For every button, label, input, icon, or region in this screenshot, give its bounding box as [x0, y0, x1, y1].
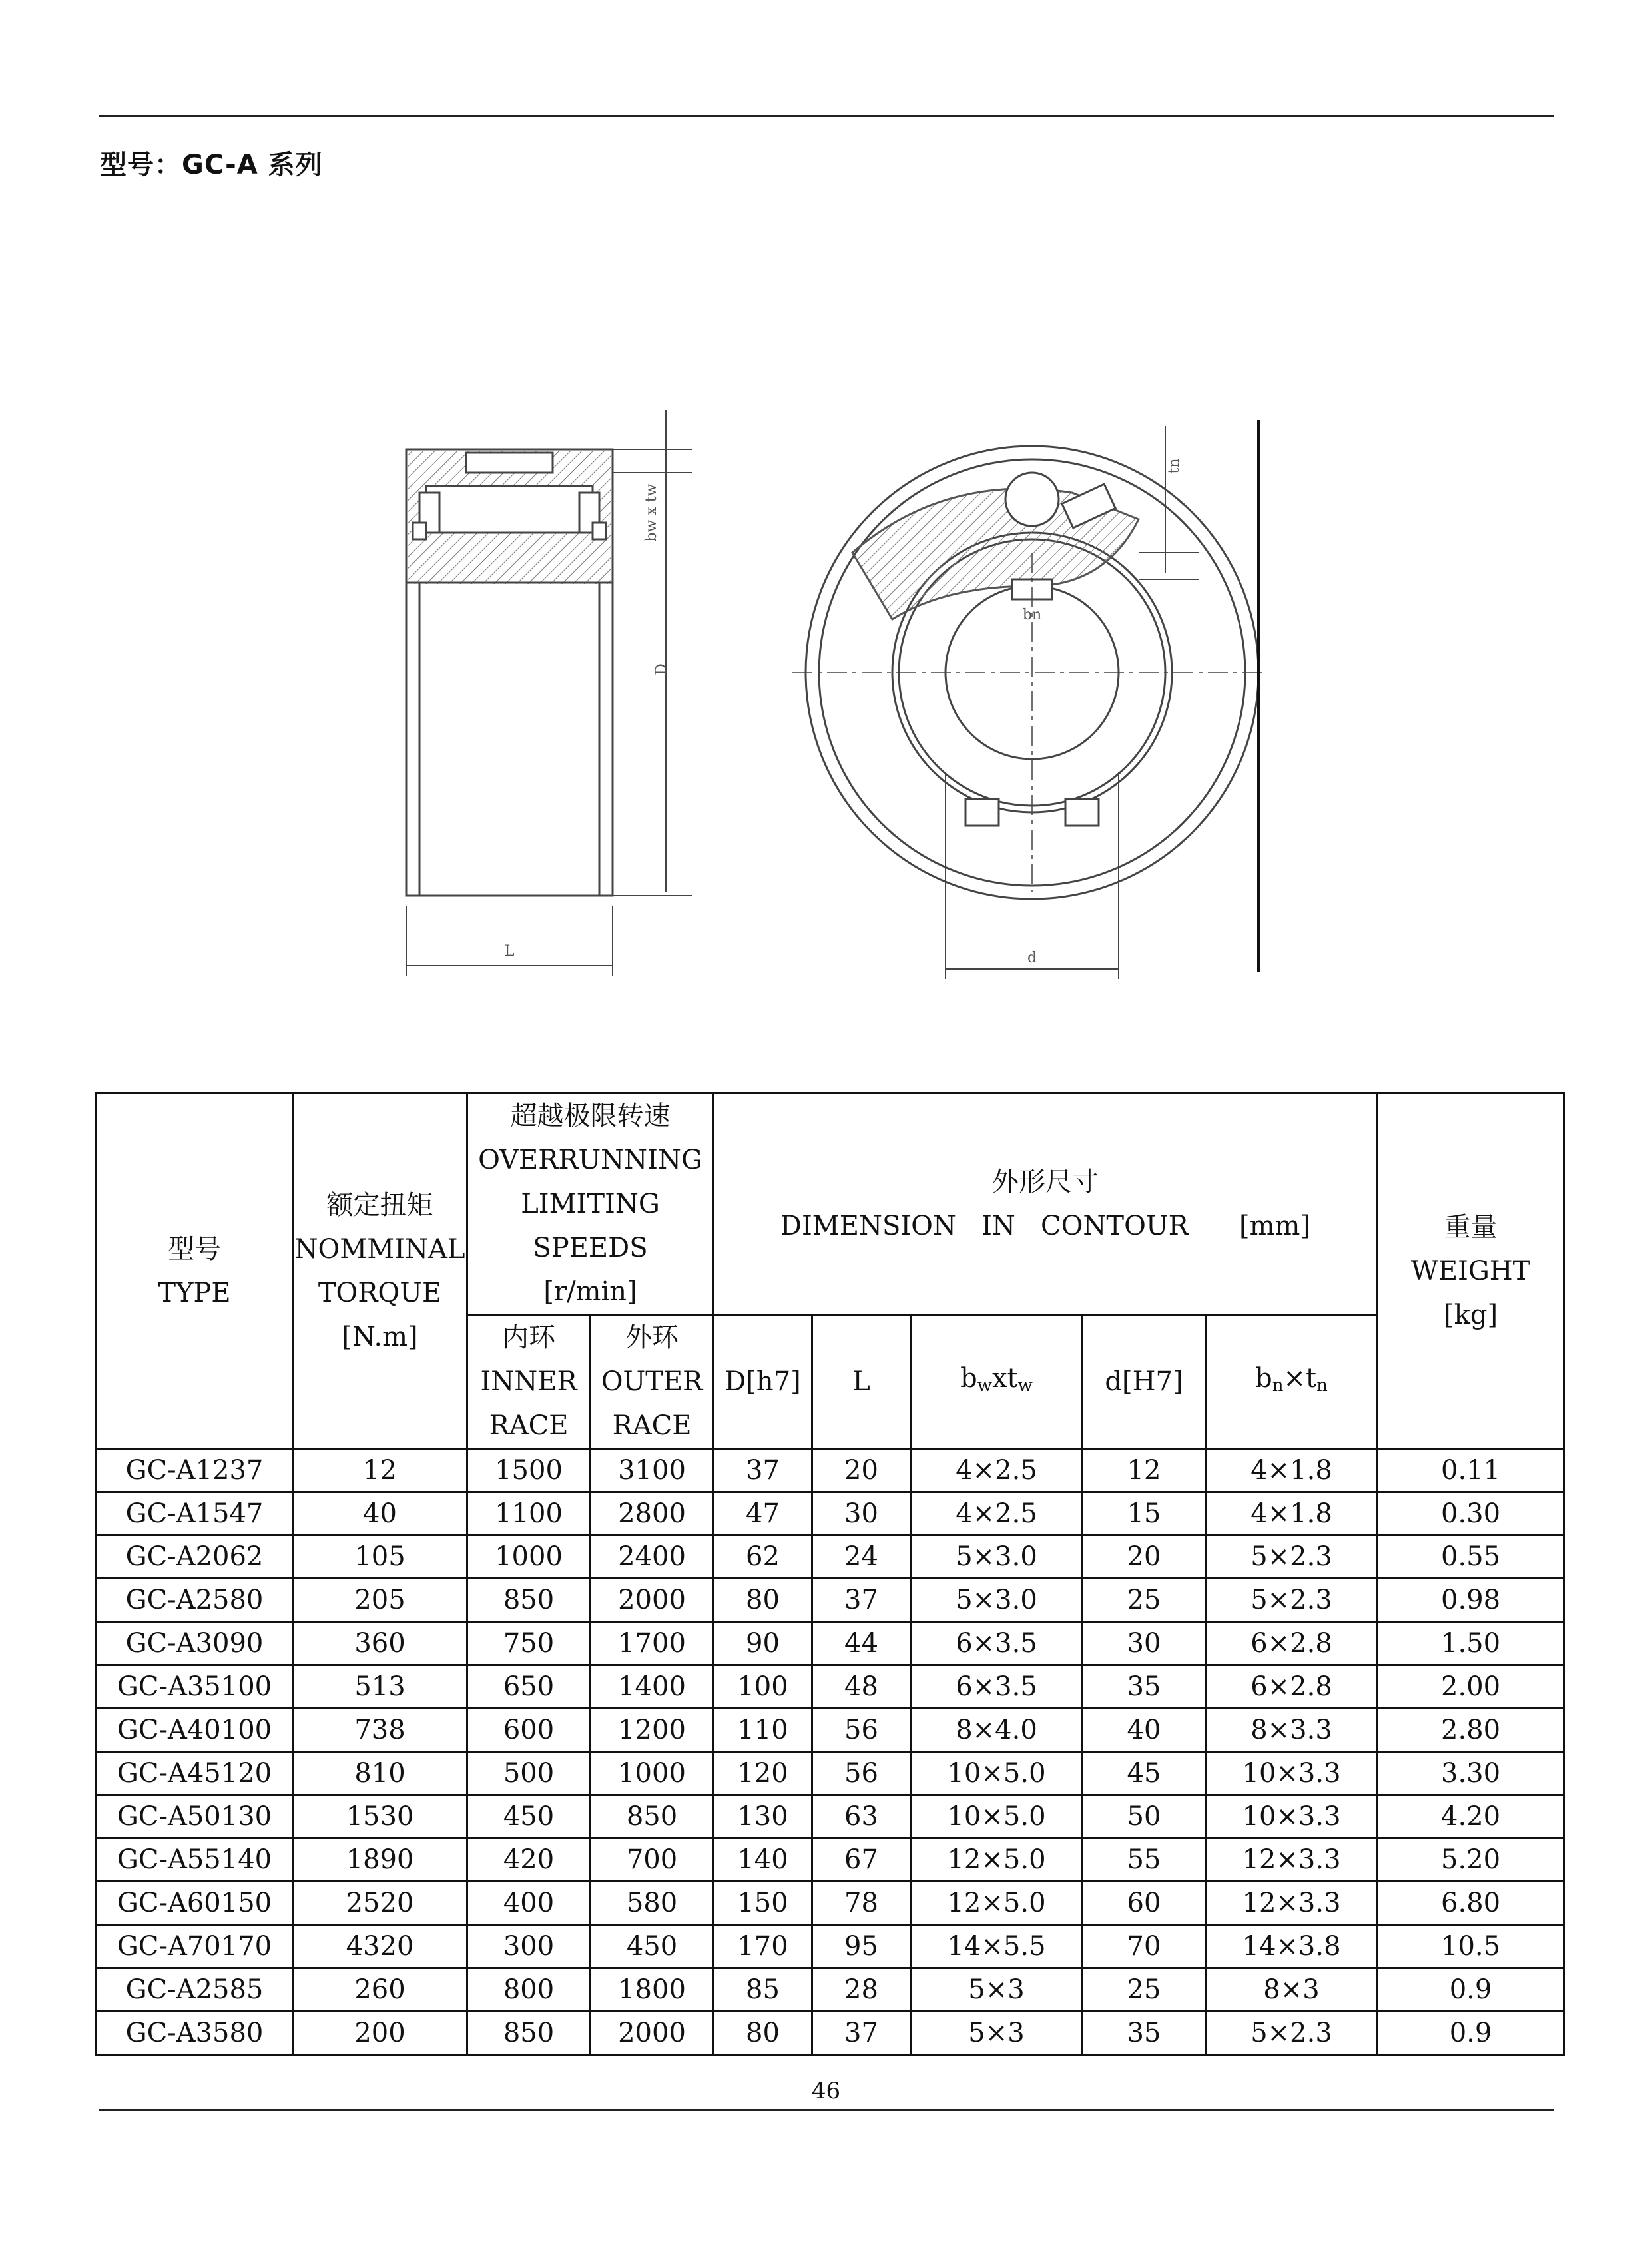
table-cell: GC-A3090	[97, 1622, 293, 1665]
table-row	[97, 1492, 1564, 1536]
table-cell: 45	[1083, 1752, 1206, 1795]
table-body	[97, 1449, 1564, 2055]
table-cell: GC-A50130	[97, 1795, 293, 1838]
table-cell: 105	[293, 1536, 467, 1579]
table-cell: 2800	[591, 1492, 714, 1536]
table-cell: 10×5.0	[911, 1795, 1083, 1838]
table-cell: 1500	[467, 1449, 591, 1492]
header-col-bw-tw	[911, 1315, 1083, 1449]
table-row	[97, 1752, 1564, 1795]
table-cell: 2.80	[1378, 1709, 1564, 1752]
label-D: D	[653, 663, 670, 675]
table-cell: 200	[293, 2012, 467, 2055]
header-dim-cn: 外形尺寸	[992, 1167, 1099, 1197]
table-cell: 80	[714, 2012, 812, 2055]
table-cell: 35	[1083, 2012, 1206, 2055]
header-inner-race	[467, 1315, 591, 1449]
table-cell: 63	[812, 1795, 911, 1838]
header-type	[97, 1093, 293, 1449]
table-row	[97, 1665, 1564, 1709]
table-row	[97, 1882, 1564, 1925]
table-row	[97, 1709, 1564, 1752]
table-cell: 850	[467, 1579, 591, 1622]
table-cell: 600	[467, 1709, 591, 1752]
table-cell: 6×3.5	[911, 1665, 1083, 1709]
table-cell: 500	[467, 1752, 591, 1795]
spec-table	[95, 1092, 1565, 2056]
table-cell: 85	[714, 1968, 812, 2012]
table-cell: 170	[714, 1925, 812, 1968]
header-col-L: L	[812, 1315, 911, 1449]
table-cell: 12	[1083, 1449, 1206, 1492]
header-inner-cn: 内环	[502, 1322, 555, 1353]
table-cell: 2.00	[1378, 1665, 1564, 1709]
table-cell: 40	[293, 1492, 467, 1536]
table-cell: 1100	[467, 1492, 591, 1536]
table-cell: 4×1.8	[1206, 1449, 1378, 1492]
table-cell: 28	[812, 1968, 911, 2012]
table-cell: 0.11	[1378, 1449, 1564, 1492]
table-cell: 300	[467, 1925, 591, 1968]
table-cell: 25	[1083, 1968, 1206, 2012]
header-outer-cn: 外环	[625, 1322, 679, 1353]
header-torque-unit: [N.m]	[342, 1321, 418, 1352]
table-cell: 5×3.0	[911, 1536, 1083, 1579]
table-cell: 6×2.8	[1206, 1665, 1378, 1709]
table-cell: 12	[293, 1449, 467, 1492]
table-cell: 1400	[591, 1665, 714, 1709]
table-cell: 14×3.8	[1206, 1925, 1378, 1968]
table-cell: 5×3	[911, 1968, 1083, 2012]
header-speed-cn: 超越极限转速	[510, 1101, 671, 1131]
table-cell: 738	[293, 1709, 467, 1752]
table-cell: 67	[812, 1838, 911, 1882]
header-dimension	[714, 1093, 1378, 1315]
table-cell: 400	[467, 1882, 591, 1925]
table-cell: 1000	[467, 1536, 591, 1579]
bn-b: b	[1255, 1362, 1272, 1394]
header-torque-cn: 额定扭矩	[326, 1189, 433, 1221]
table-cell: 1890	[293, 1838, 467, 1882]
table-cell: 10×3.3	[1206, 1795, 1378, 1838]
table-cell: 1700	[591, 1622, 714, 1665]
table-cell: 5×3.0	[911, 1579, 1083, 1622]
table-cell: 120	[714, 1752, 812, 1795]
table-cell: GC-A1237	[97, 1449, 293, 1492]
table-cell: 12×3.3	[1206, 1882, 1378, 1925]
header-torque-en: NOMMINAL	[294, 1233, 465, 1264]
table-cell: 5.20	[1378, 1838, 1564, 1882]
table-cell: 110	[714, 1709, 812, 1752]
table-cell: 6.80	[1378, 1882, 1564, 1925]
table-cell: 5×2.3	[1206, 1536, 1378, 1579]
table-cell: 450	[591, 1925, 714, 1968]
front-view	[792, 420, 1265, 979]
bw-sub2: w	[1017, 1375, 1033, 1396]
table-row	[97, 1536, 1564, 1579]
table-cell: 580	[591, 1882, 714, 1925]
table-cell: 20	[1083, 1536, 1206, 1579]
header-speed-en: OVERRUNNING	[478, 1145, 702, 1175]
header-weight-en: WEIGHT	[1410, 1255, 1531, 1286]
table-cell: 10.5	[1378, 1925, 1564, 1968]
table-cell: 1530	[293, 1795, 467, 1838]
table-cell: 4×1.8	[1206, 1492, 1378, 1536]
header-inner-en2: RACE	[489, 1410, 569, 1441]
bw-b: b	[960, 1362, 977, 1394]
table-cell: 3100	[591, 1449, 714, 1492]
table-cell: 8×3	[1206, 1968, 1378, 2012]
bn-xt: ×t	[1283, 1362, 1317, 1394]
table-cell: 100	[714, 1665, 812, 1709]
table-cell: 260	[293, 1968, 467, 2012]
table-cell: 47	[714, 1492, 812, 1536]
label-bn: bn	[1022, 607, 1042, 623]
table-cell: 2520	[293, 1882, 467, 1925]
table-cell: 56	[812, 1752, 911, 1795]
table-cell: 140	[714, 1838, 812, 1882]
page-number: 46	[811, 2078, 841, 2104]
table-cell: 78	[812, 1882, 911, 1925]
label-L: L	[504, 943, 515, 960]
table-row	[97, 1579, 1564, 1622]
table-cell: 1.50	[1378, 1622, 1564, 1665]
header-torque	[293, 1093, 467, 1449]
table-cell: GC-A45120	[97, 1752, 293, 1795]
table-cell: GC-A55140	[97, 1838, 293, 1882]
table-cell: 450	[467, 1795, 591, 1838]
table-cell: 4.20	[1378, 1795, 1564, 1838]
table-cell: 44	[812, 1622, 911, 1665]
table-cell: 850	[591, 1795, 714, 1838]
table-cell: GC-A70170	[97, 1925, 293, 1968]
table-cell: 1000	[591, 1752, 714, 1795]
table-cell: 80	[714, 1579, 812, 1622]
table-cell: 420	[467, 1838, 591, 1882]
table-cell: 2000	[591, 2012, 714, 2055]
table-row	[97, 1838, 1564, 1882]
table-cell: 1800	[591, 1968, 714, 2012]
bottom-rule	[99, 2109, 1554, 2111]
table-cell: 513	[293, 1665, 467, 1709]
table-cell: GC-A35100	[97, 1665, 293, 1709]
table-cell: 8×4.0	[911, 1709, 1083, 1752]
table-cell: 40	[1083, 1709, 1206, 1752]
table-cell: 14×5.5	[911, 1925, 1083, 1968]
table-row	[97, 1449, 1564, 1492]
label-bw-tw: bw x tw	[643, 483, 660, 542]
header-outer-en: OUTER	[601, 1366, 703, 1397]
table-cell: 4×2.5	[911, 1492, 1083, 1536]
header-weight-unit: [kg]	[1444, 1299, 1498, 1330]
table-cell: 30	[1083, 1622, 1206, 1665]
table-cell: 56	[812, 1709, 911, 1752]
table-cell: 8×3.3	[1206, 1709, 1378, 1752]
header-speed-unit: [r/min]	[543, 1276, 637, 1307]
table-cell: 0.55	[1378, 1536, 1564, 1579]
table-cell: 6×3.5	[911, 1622, 1083, 1665]
table-cell: 4320	[293, 1925, 467, 1968]
table-cell: 2400	[591, 1536, 714, 1579]
label-d: d	[1027, 950, 1037, 966]
table-cell: GC-A1547	[97, 1492, 293, 1536]
header-outer-race	[591, 1315, 714, 1449]
table-cell: 2000	[591, 1579, 714, 1622]
header-type-en: TYPE	[158, 1277, 231, 1308]
bw-xt: xt	[991, 1362, 1018, 1394]
header-col-bn-tn	[1206, 1315, 1378, 1449]
table-cell: 5×3	[911, 2012, 1083, 2055]
table-cell: 0.9	[1378, 2012, 1564, 2055]
table-cell: 12×5.0	[911, 1838, 1083, 1882]
header-col-d: d[H7]	[1083, 1315, 1206, 1449]
bn-sub2: n	[1316, 1375, 1328, 1396]
table-cell: 12×5.0	[911, 1882, 1083, 1925]
table-cell: GC-A60150	[97, 1882, 293, 1925]
table-cell: 95	[812, 1925, 911, 1968]
table-cell: 50	[1083, 1795, 1206, 1838]
table-cell: 650	[467, 1665, 591, 1709]
table-cell: 0.9	[1378, 1968, 1564, 2012]
table-cell: 130	[714, 1795, 812, 1838]
table-row	[97, 1968, 1564, 2012]
table-cell: 5×2.3	[1206, 2012, 1378, 2055]
header-inner-en: INNER	[480, 1366, 577, 1397]
header-weight-cn: 重量	[1444, 1211, 1498, 1243]
table-cell: 55	[1083, 1838, 1206, 1882]
table-cell: 62	[714, 1536, 812, 1579]
table-cell: 205	[293, 1579, 467, 1622]
table-cell: 1200	[591, 1709, 714, 1752]
table-cell: 35	[1083, 1665, 1206, 1709]
table-row	[97, 2012, 1564, 2055]
header-weight	[1378, 1093, 1564, 1449]
table-cell: 360	[293, 1622, 467, 1665]
header-outer-en2: RACE	[612, 1410, 692, 1441]
table-cell: 810	[293, 1752, 467, 1795]
table-cell: 150	[714, 1882, 812, 1925]
table-cell: 20	[812, 1449, 911, 1492]
page-title: 型号：GC-A 系列	[100, 150, 323, 180]
table-row	[97, 1925, 1564, 1968]
label-tn: tn	[1166, 458, 1183, 474]
table-cell: 37	[812, 2012, 911, 2055]
bw-sub: w	[977, 1375, 992, 1396]
table-cell: 6×2.8	[1206, 1622, 1378, 1665]
table-cell: 850	[467, 2012, 591, 2055]
header-type-cn: 型号	[168, 1233, 221, 1264]
header-speed-en2: LIMITING SPEEDS	[521, 1189, 660, 1263]
table-cell: 5×2.3	[1206, 1579, 1378, 1622]
technical-drawing	[373, 400, 1278, 985]
table-cell: GC-A40100	[97, 1709, 293, 1752]
table-cell: 0.30	[1378, 1492, 1564, 1536]
header-col-D: D[h7]	[714, 1315, 812, 1449]
table-cell: 48	[812, 1665, 911, 1709]
table-cell: 30	[812, 1492, 911, 1536]
table-cell: 0.98	[1378, 1579, 1564, 1622]
table-row	[97, 1622, 1564, 1665]
top-rule	[99, 115, 1554, 117]
table-cell: 25	[1083, 1579, 1206, 1622]
table-cell: 12×3.3	[1206, 1838, 1378, 1882]
header-dim-en: DIMENSION IN CONTOUR [mm]	[780, 1211, 1311, 1241]
table-cell: 37	[812, 1579, 911, 1622]
bn-sub: n	[1272, 1375, 1284, 1396]
table-cell: 700	[591, 1838, 714, 1882]
table-cell: GC-A2580	[97, 1579, 293, 1622]
table-cell: 37	[714, 1449, 812, 1492]
header-speed	[467, 1093, 714, 1315]
table-cell: 60	[1083, 1882, 1206, 1925]
table-cell: 3.30	[1378, 1752, 1564, 1795]
table-cell: 70	[1083, 1925, 1206, 1968]
table-cell: 4×2.5	[911, 1449, 1083, 1492]
table-cell: 10×5.0	[911, 1752, 1083, 1795]
table-cell: GC-A2585	[97, 1968, 293, 2012]
header-torque-en2: TORQUE	[318, 1277, 442, 1308]
table-cell: 15	[1083, 1492, 1206, 1536]
table-cell: 10×3.3	[1206, 1752, 1378, 1795]
table-cell: 90	[714, 1622, 812, 1665]
table-row	[97, 1795, 1564, 1838]
table-cell: 750	[467, 1622, 591, 1665]
table-cell: GC-A3580	[97, 2012, 293, 2055]
table-cell: 24	[812, 1536, 911, 1579]
table-cell: 800	[467, 1968, 591, 2012]
table-cell: GC-A2062	[97, 1536, 293, 1579]
